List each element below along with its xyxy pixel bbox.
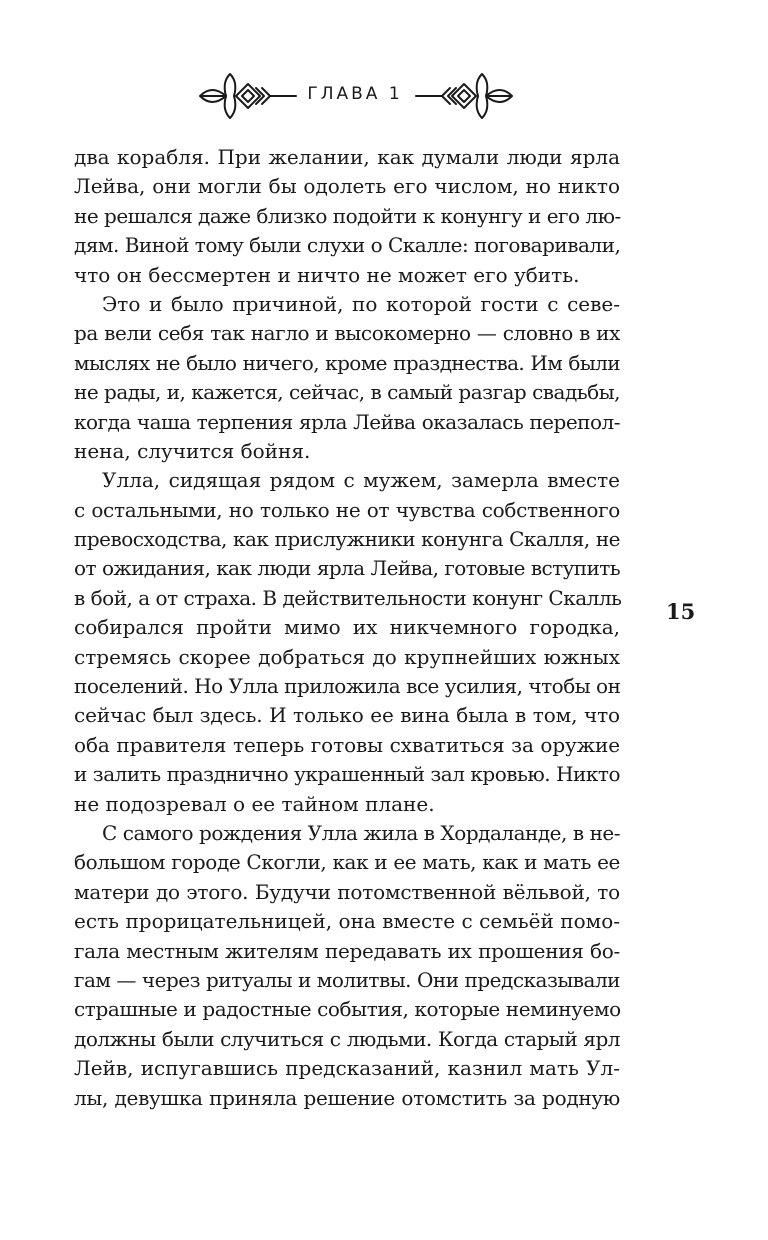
text-line: нена, случится бойня. xyxy=(74,438,311,463)
ornament-left-icon xyxy=(192,70,302,122)
text-line: стремясь скорее добраться до крупнейших южных xyxy=(74,644,620,669)
text-line: не подозревал о ее тайном плане. xyxy=(74,791,435,816)
text-line: С самого рождения Улла жила в Хордаланде, в не- xyxy=(102,820,620,845)
text-line: оба правителя теперь готовы схватиться за оружие xyxy=(74,732,620,757)
text-line: страшные и радостные события, которые неминуемо xyxy=(74,997,621,1022)
text-line: Улла, сидящая рядом с мужем, замерла вместе xyxy=(102,468,620,493)
page-number: 15 xyxy=(666,599,696,624)
text-line: должны были случиться с людьми. Когда старый ярл xyxy=(74,1026,620,1051)
text-line: с остальными, но только не от чувства собственного xyxy=(74,497,620,522)
chapter-header xyxy=(0,70,768,122)
text-line: поселений. Но Улла приложила все усилия, чтобы он xyxy=(74,674,621,699)
text-line: Лейва, они могли бы одолеть его числом, но никто xyxy=(74,174,620,199)
text-line: собирался пройти мимо их никчемного городка, xyxy=(74,615,620,640)
text-line: гам — через ритуалы и молитвы. Они предсказывали xyxy=(74,967,620,992)
text-line: не рады, и, кажется, сейчас, в самый разгар свадьбы, xyxy=(74,380,620,405)
text-line: два корабля. При желании, как думали люди ярла xyxy=(74,145,620,169)
text-line: Лейв, испугавшись предсказаний, казнил мать Ул- xyxy=(74,1056,620,1081)
body-text xyxy=(74,143,620,1113)
text-line: Это и было причиной, по которой гости с севе- xyxy=(102,291,620,316)
text-line: от ожидания, как люди ярла Лейва, готовые вступить xyxy=(74,556,620,581)
text-line: дям. Виной тому были слухи о Скалле: поговаривали, xyxy=(74,233,621,258)
text-line: сейчас был здесь. И только ее вина была в том, что xyxy=(74,703,620,728)
text-line: мыслях не было ничего, кроме празднества. Им были xyxy=(74,350,620,375)
text-line: матери до этого. Будучи потомственной вёльвой, то xyxy=(74,879,620,904)
chapter-title: ГЛАВА 1 xyxy=(307,84,403,104)
text-line: большом городе Скогли, как и ее мать, как и мать ее xyxy=(74,850,620,875)
text-line: что он бессмертен и ничто не может его убить. xyxy=(74,262,580,287)
text-line: когда чаша терпения ярла Лейва оказалась перепол- xyxy=(74,409,620,434)
text-line: не решался даже близко подойти к конунгу и его лю- xyxy=(74,203,621,228)
text-line: превосходства, как прислужники конунга Скалля, не xyxy=(74,527,620,552)
text-line: гала местным жителям передавать их прошения бо- xyxy=(74,938,620,963)
text-line: лы, девушка приняла решение отомстить за родную xyxy=(74,1085,620,1110)
text-line: есть прорицательницей, она вместе с семьёй помо- xyxy=(74,909,620,934)
text-line: и залить празднично украшенный зал кровью. Никто xyxy=(74,762,620,787)
text-line: в бой, а от страха. В действительности конунг Скалль xyxy=(74,585,622,610)
ornament-right-icon xyxy=(410,70,520,122)
text-line: ра вели себя так нагло и высокомерно — словно в их xyxy=(74,321,620,346)
